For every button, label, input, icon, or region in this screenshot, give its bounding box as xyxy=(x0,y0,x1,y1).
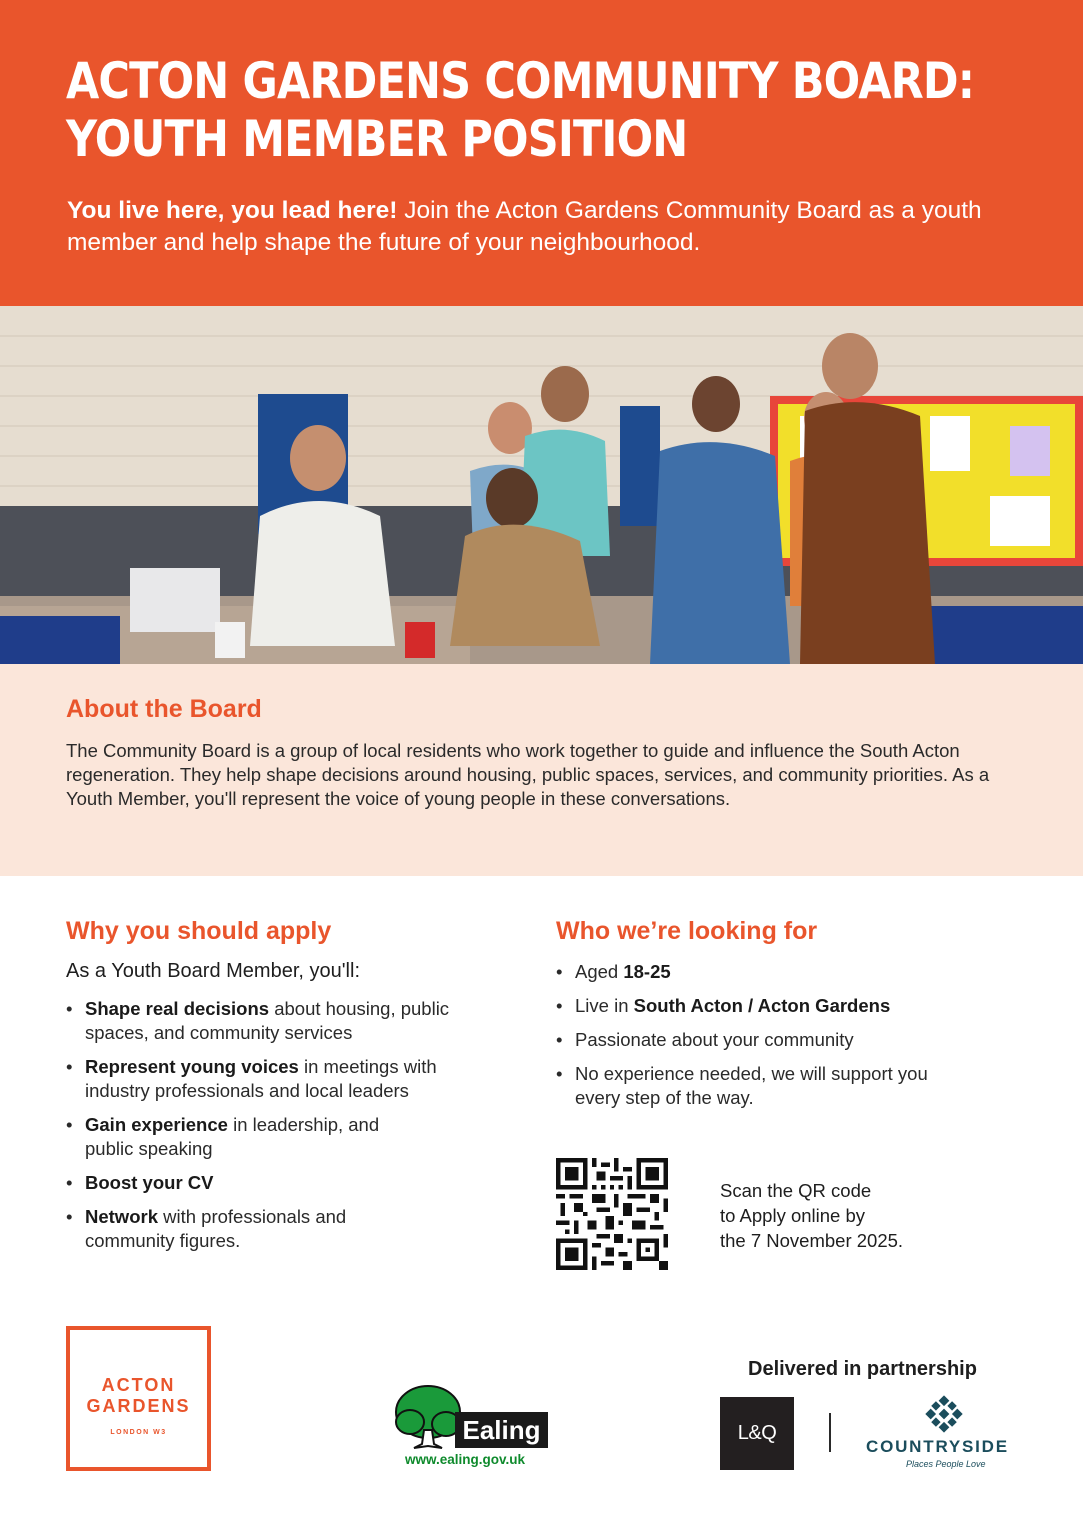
acton-gardens-logo xyxy=(66,1326,211,1471)
apply-line-2: to Apply online by xyxy=(720,1205,866,1226)
about-heading: About the Board xyxy=(66,695,262,723)
lq-logo: L&Q xyxy=(720,1397,794,1470)
bullet-text: Passionate about your community xyxy=(575,1029,854,1050)
acton-logo-line-2: GARDENS xyxy=(86,1396,191,1416)
acton-logo-line-1: ACTON xyxy=(101,1375,176,1395)
bullet-bold: Shape real decisions xyxy=(85,998,270,1019)
why-subheading: As a Youth Board Member, you'll: xyxy=(66,960,360,982)
countryside-wordmark: COUNTRYSIDE xyxy=(866,1437,1009,1456)
bullet-bold: Gain experience xyxy=(85,1114,228,1135)
bullet-text: No experience needed, we will support you every step of the way. xyxy=(575,1063,928,1108)
list-item xyxy=(556,1062,996,1110)
why-list xyxy=(66,997,486,1263)
apply-line-1: Scan the QR code xyxy=(720,1180,872,1201)
apply-instructions xyxy=(720,1178,980,1253)
bullet-text: Live in xyxy=(575,995,634,1016)
list-item xyxy=(556,960,996,984)
list-item xyxy=(66,1205,486,1253)
intro-rest: Join the Acton Gardens Community Board as a youth member and help shape the future of your neighbourhood. xyxy=(67,197,982,256)
bullet-text: in meetings with industry professionals and local leaders xyxy=(85,1056,437,1101)
page-title xyxy=(66,52,975,168)
bullet-bold: South Acton / Acton Gardens xyxy=(633,995,891,1016)
acton-logo-line-3: LONDON W3 xyxy=(110,1429,167,1436)
community-meeting-photo xyxy=(0,306,1083,664)
logo-divider xyxy=(829,1413,831,1452)
ealing-wordmark: Ealing xyxy=(455,1412,548,1448)
bullet-bold: Boost your CV xyxy=(85,1172,214,1193)
bullet-bold: Network xyxy=(85,1206,158,1227)
apply-line-3: the 7 November 2025. xyxy=(720,1230,904,1251)
list-item xyxy=(66,997,486,1045)
intro-text xyxy=(67,195,1047,259)
bullet-bold: 18-25 xyxy=(623,961,671,982)
list-item xyxy=(66,1171,486,1195)
who-heading: Who we’re looking for xyxy=(556,917,818,945)
bullet-text: in leadership, and public speaking xyxy=(85,1114,380,1159)
who-list xyxy=(556,960,996,1120)
list-item xyxy=(66,1055,486,1103)
list-item xyxy=(556,994,996,1018)
bullet-bold: Represent young voices xyxy=(85,1056,299,1077)
ealing-url[interactable]: www.ealing.gov.uk xyxy=(405,1452,526,1467)
list-item xyxy=(66,1113,486,1161)
intro-bold: You live here, you lead here! xyxy=(67,197,398,224)
title-line-2: YOUTH MEMBER POSITION xyxy=(66,110,688,168)
countryside-tagline: Places People Love xyxy=(906,1459,986,1469)
bullet-text: Aged xyxy=(575,961,624,982)
bullet-text: with professionals and community figures. xyxy=(85,1206,347,1251)
countryside-flower-icon xyxy=(925,1395,963,1433)
title-line-1: ACTON GARDENS COMMUNITY BOARD: xyxy=(66,52,975,110)
qr-code[interactable] xyxy=(556,1158,668,1270)
list-item xyxy=(556,1028,996,1052)
partnership-label: Delivered in partnership xyxy=(748,1358,977,1380)
why-heading: Why you should apply xyxy=(66,917,332,945)
bullet-text: about housing, public spaces, and community services xyxy=(85,998,450,1043)
about-body: The Community Board is a group of local residents who work together to guide and influence the South Acton regeneration. They help shape decisions around housing, public spaces, services, and community priorities. As a Youth Member, you'll represent the voice of young people in these conversations. xyxy=(66,740,990,809)
